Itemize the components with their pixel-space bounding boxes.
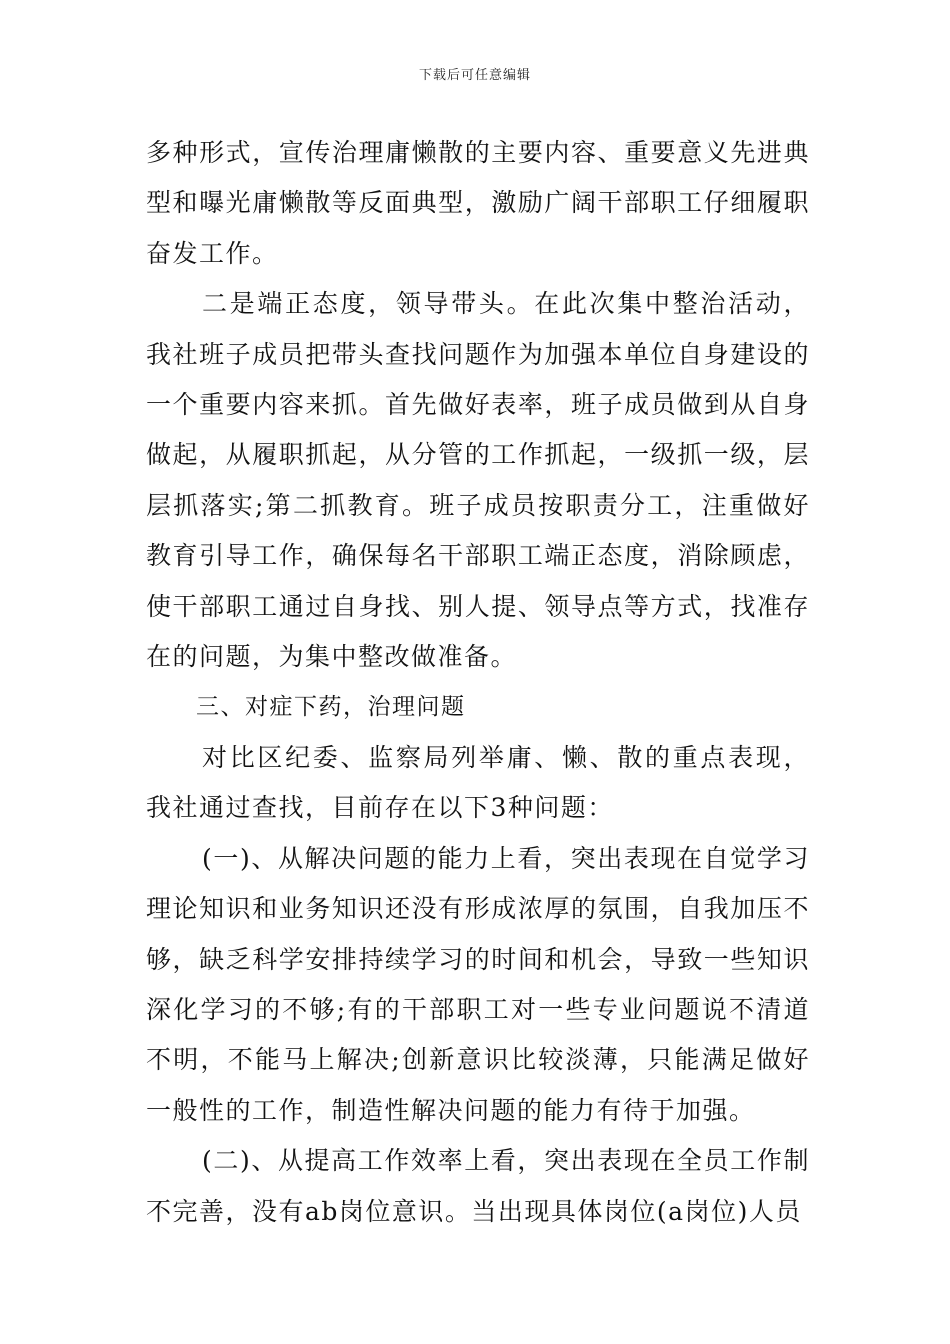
- document-body: [146, 128, 810, 1237]
- paragraph-2: 二是端正态度，领导带头。在此次集中整治活动，我社班子成员把带头查找问题作为加强本单位自身建设的一个重要内容来抓。首先做好表率，班子成员做到从自身做起，从履职抓起，从分管的工作抓起，一级抓一级，层层抓落实;第二抓教育。班子成员按职责分工，注重做好教育引导工作，确保每名干部职工端正态度，消除顾虑，使干部职工通过自身找、别人提、领导点等方式，找准存在的问题，为集中整改做准备。: [146, 289, 810, 672]
- section-heading: 三、对症下药，治理问题: [196, 694, 466, 721]
- paragraph-1: 多种形式，宣传治理庸懒散的主要内容、重要意义先进典型和曝光庸懒散等反面典型，激励广阔干部职工仔细履职奋发工作。: [146, 138, 810, 268]
- page-header: 下载后可任意编辑: [418, 68, 531, 83]
- paragraph-3: 对比区纪委、监察局列举庸、懒、散的重点表现，我社通过查找，目前存在以下3种问题：: [146, 742, 810, 823]
- paragraph-4: (一)、从解决问题的能力上看，突出表现在自觉学习理论知识和业务知识还没有形成浓厚的氛围，自我加压不够，缺乏科学安排持续学习的时间和机会，导致一些知识深化学习的不够;有的干部职工对一些专业问题说不清道不明，不能马上解决;创新意识比较淡薄，只能满足做好一般性的工作，制造性解决问题的能力有待于加强。: [146, 843, 810, 1125]
- paragraph-5: (二)、从提高工作效率上看，突出表现在全员工作制不完善，没有ab岗位意识。当出现具体岗位(a岗位)人员: [146, 1146, 810, 1226]
